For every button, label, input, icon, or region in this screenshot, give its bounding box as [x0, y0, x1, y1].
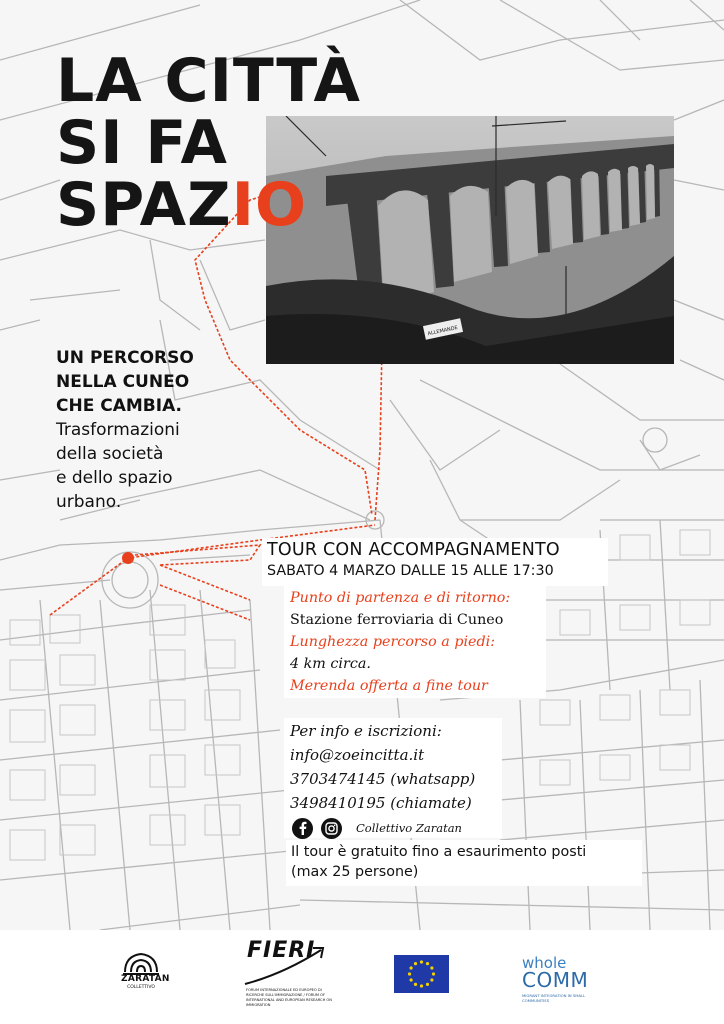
- tour-date: SABATO 4 MARZO DALLE 15 ALLE 17:30: [267, 563, 554, 579]
- title-line-3: [56, 170, 307, 240]
- social-label: Collettivo Zaratan: [356, 821, 462, 835]
- intro-bold-2: NELLA CUNEO: [56, 372, 190, 392]
- title-line-3-black: SPAZ: [56, 170, 232, 240]
- fieri-logo-sub: FORUM INTERNAZIONALE ED EUROPEO DI RICERCHE SULL'IMMIGRAZIONE / FORUM OF INTERNATIONAL AND EUROPEAN RESEARCH ON IMMIGRATION: [246, 988, 332, 1007]
- free-note-line-2: (max 25 persone): [291, 864, 419, 880]
- facebook-icon[interactable]: [292, 818, 313, 839]
- length-value: 4 km circa.: [290, 656, 371, 672]
- social-links: [292, 817, 462, 839]
- wholecomm-logo-main: COMM: [522, 968, 589, 992]
- intro-regular-4: urbano.: [56, 492, 122, 512]
- zaratan-logo-icon: [121, 950, 161, 976]
- wholecomm-logo-sub: MIGRANT INTEGRATION IN SMALL COMMUNITIES: [522, 993, 586, 1003]
- info-phone-call[interactable]: 3498410195 (chiamate): [290, 794, 472, 812]
- fieri-logo-text: FIERI: [247, 938, 316, 963]
- wholecomm-logo-top: whole: [522, 954, 567, 972]
- historic-viaduct-photo: [266, 116, 674, 364]
- tour-title: TOUR CON ACCOMPAGNAMENTO: [267, 540, 560, 560]
- photo-sign: ALLEMANDE: [427, 324, 459, 338]
- eu-flag-icon: [394, 955, 449, 993]
- free-note-line-1: Il tour è gratuito fino a esaurimento posti: [291, 844, 587, 860]
- snack-note: Merenda offerta a fine tour: [290, 678, 488, 694]
- zaratan-logo-sub: COLLETTIVO: [127, 985, 155, 990]
- title-line-3-red: IO: [231, 170, 307, 240]
- instagram-icon[interactable]: [321, 818, 342, 839]
- intro-regular-1: Trasformazioni: [56, 420, 180, 440]
- info-email[interactable]: info@zoeincitta.it: [290, 746, 425, 764]
- start-point-marker: [122, 552, 134, 564]
- title-line-2: SI FA: [56, 108, 228, 178]
- start-value: Stazione ferroviaria di Cuneo: [290, 612, 504, 628]
- zaratan-logo-text: ZARATAN: [121, 974, 170, 984]
- intro-bold-1: UN PERCORSO: [56, 348, 194, 368]
- info-phone-whatsapp[interactable]: 3703474145 (whatsapp): [290, 770, 476, 788]
- info-label: Per info e iscrizioni:: [290, 722, 442, 740]
- title-line-1: LA CITTÀ: [56, 46, 361, 116]
- length-label: Lunghezza percorso a piedi:: [290, 634, 496, 650]
- intro-regular-3: e dello spazio: [56, 468, 173, 488]
- start-label: Punto di partenza e di ritorno:: [290, 590, 511, 606]
- footer-logos: [0, 930, 724, 1024]
- intro-regular-2: della società: [56, 444, 164, 464]
- intro-text: [56, 346, 276, 514]
- intro-bold-3: CHE CAMBIA.: [56, 396, 182, 416]
